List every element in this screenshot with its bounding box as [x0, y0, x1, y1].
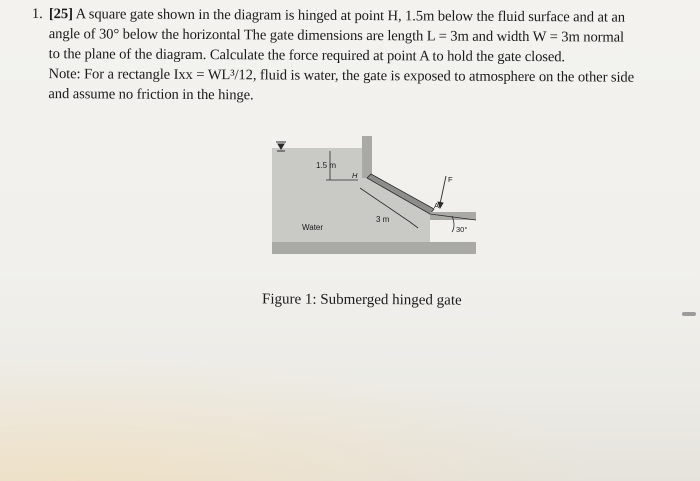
- force-label: F: [448, 175, 453, 184]
- wall: [362, 136, 372, 178]
- problem-statement: [31, 4, 692, 108]
- depth-label: 1.5 m: [316, 161, 337, 170]
- lighting-shade: [0, 330, 700, 481]
- point-a-label: A: [434, 201, 440, 210]
- gate-diagram: [270, 136, 490, 276]
- smudge-mark: [682, 312, 696, 316]
- problem-number: 1.: [31, 5, 43, 23]
- fluid-label: Water: [302, 223, 324, 232]
- problem-points: [25]: [48, 6, 73, 23]
- problem-line-3: to the plane of the diagram. Calculate the force required at point A to hold the gate closed.: [48, 46, 566, 66]
- floor: [272, 242, 476, 254]
- problem-line-5: and assume no friction in the hinge.: [48, 86, 254, 104]
- force-arrow: [438, 176, 446, 208]
- problem-line-2: angle of 30° below the horizontal The gate dimensions are length L = 3m and width W = 3m normal: [48, 26, 625, 46]
- length-label: 3 m: [376, 215, 390, 224]
- problem-text-1: A square gate shown in the diagram is hinged at point H, 1.5m below the fluid surface and at an: [72, 6, 626, 26]
- figure-caption: Figure 1: Submerged hinged gate: [261, 291, 462, 309]
- problem-line-4: Note: For a rectangle Ixx = WL³/12, fluid is water, the gate is exposed to atmosphere on the other side: [48, 66, 635, 86]
- angle-label: 30°: [456, 225, 468, 234]
- hinge-label: H: [352, 171, 358, 180]
